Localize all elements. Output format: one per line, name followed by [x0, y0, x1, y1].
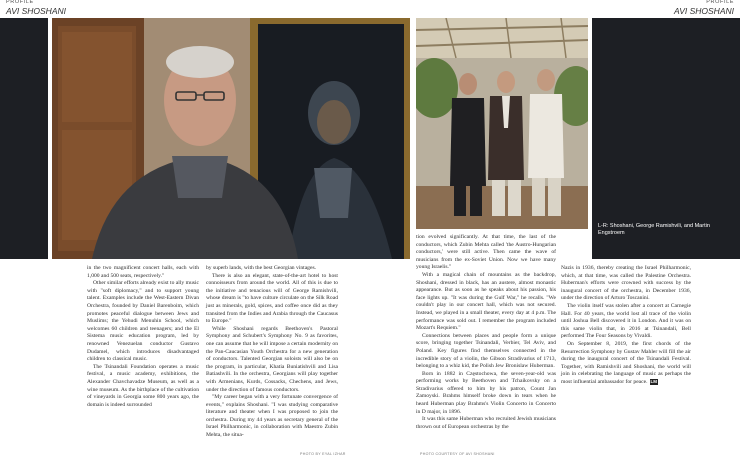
text-column-4	[561, 265, 691, 387]
photo-band-left	[0, 18, 48, 259]
paragraph: There is also an elegant, state-of-the-art hotel to host connoisseurs from around the world. All of this is due to the initiative and tenacious will of George Ramishvili, whose dream is "to have culture circulate on the Silk Road just as minerals, gold, spices, and coffee once did as they transited from the Indies and Arabia through the Caucasus to Europe."	[206, 272, 338, 325]
page-header-left	[6, 0, 66, 15]
article-subject: AVI SHOSHANI	[674, 5, 734, 16]
portrait-photo	[52, 18, 410, 259]
paragraph: "My career began with a very fortunate convergence of events," explains Shoshani. "I was studying comparative literature and theater when I was proposed to join the orchestra. During my 44 years as secretary general of the Israel Philharmonic, in collaboration with Maestro Zubin Mehta, the situa-	[206, 394, 338, 439]
section-label: PROFILE	[706, 0, 734, 5]
paragraph: The Tsinandali Foundation operates a music festival, a music academy, exhibitions, the Alexander Chavchavadze Museum, as well as a wine museum. As the birthplace of the cultivation of vineyards in Georgia some 800 years ago, the domain is indeed surrounded	[87, 363, 199, 408]
paragraph-text: On September 8, 2019, the first chords of the Resurrection Symphony by Gustav Mahler will fill the air during the inaugural concert of the Tsinandali Festival. Together, with Ramishvili and Shoshani, the world will join in celebrating the language of music as perhaps the most influential ambassador for peace.	[561, 340, 691, 385]
paragraph: by superb lands, with the best Georgian vintages.	[206, 265, 317, 271]
paragraph: Other similar efforts already exist to ally music with "soft diplomacy," and to support young talent. Examples include the West-Eastern Divan Orchestra, founded by Daniel Barenboim, which promotes peaceful dialogue between Jews and Muslims; the Yehudi Menuhin School, which welcomes 60 children and teenagers; and the El Sistema music education program, led by renowned Venezuelan conductor Gustavo Dudamel, which introduces disadvantaged children to classical music.	[87, 280, 199, 363]
text-column-1	[87, 265, 199, 409]
text-column-2	[206, 265, 338, 440]
photo-caption: L-R: Shoshani, George Ramishvili, and Martin Engstroem	[598, 223, 710, 236]
end-mark: LM	[650, 378, 658, 384]
page-header-right	[674, 0, 734, 15]
paragraph: It was this same Huberman who recruited Jewish musicians thrown out of European orchestras by the	[416, 416, 556, 430]
paragraph	[561, 341, 691, 387]
paragraph: While Shoshani regards Beethoven's Pastoral Symphony and Schubert's Symphony No. 9 as favorites, one can assume that he will impose a certain modernity on the Pan-Caucasian Youth Orchestra for a new generation of conductors. Talented Georgian soloists will also be on the program, in particular, Khatia Buniatishvili and Lisa Batiashvili. In the orchestra, Georgians will play together with Armenians, Kurds, Cossacks, Chechens, and Jews, under the direction of famous conductors.	[206, 325, 338, 393]
group-photo	[416, 18, 588, 229]
paragraph: tion evolved significantly. At that time, the last of the conductors, which Zubin Mehta called 'the Austro-Hungarian conductors,' were still active. Then came the wave of musicians from the ex-Soviet Union. Now we have many young Israelis."	[416, 234, 556, 271]
photo-credit-right: PHOTO COURTESY OF AVI SHOSHANI	[420, 452, 495, 456]
paragraph: Connections between places and people form a unique score, bringing together Tsinandali, Verbier, Tel Aviv, and Poland. Key figures find themselves connected in the incredible story of a violin, the Gibson Stradivarius of 1713, belonging to a whiz kid, the Polish Jew Bronislaw Huberman.	[416, 332, 556, 370]
paragraph: With a magical chain of mountains as the backdrop, Shoshani, dressed in black, has an austere, almost monastic appearance. But as soon as he speaks about his passion, his face lights up. "It was during the Gulf War," he recalls. "We couldn't play in our concert hall, which was not secured. Instead, we played in a small theater, every day at 4 p.m. The performance was sold out. I remember the program included Mozart's Requiem."	[416, 271, 556, 332]
photo-credit-left: PHOTO BY EYAL IZHAR	[300, 452, 346, 456]
section-label: PROFILE	[6, 0, 34, 5]
paragraph: Born in 1882 in Częstochowa, the seven-year-old was performing works by Beethoven and Tchaikovsky on a Stradivarius offered to him by his patron, Count Jan Zamoyski. Brahms himself broke down in tears when he heard Huberman play Brahms's Violin Concerto in Concerto in D major, in 1896.	[416, 370, 556, 415]
paragraph: Nazis in 1936, thereby creating the Israel Philharmonic, which, at that time, was called the Palestine Orchestra. Huberman's efforts were crowned with success by the inaugural concert of the orchestra, in December 1936, under the direction of Arturo Toscanini.	[561, 265, 691, 302]
text-column-3	[416, 234, 556, 431]
article-subject: AVI SHOSHANI	[6, 5, 66, 16]
paragraph: in the two magnificent concert halls, each with 1,000 and 500 seats, respectively."	[87, 265, 199, 279]
paragraph: The violin itself was stolen after a concert at Carnegie Hall. For 40 years, the world lost all trace of the violin until Joshua Bell discovered it in London. And it was on this same violin that, in 2016 at Tsinandali, Bell performed The Four Seasons by Vivaldi.	[561, 302, 691, 340]
